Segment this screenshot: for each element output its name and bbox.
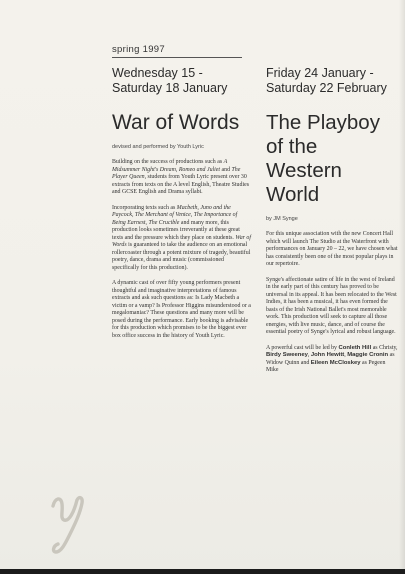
- text-run: ,: [344, 352, 348, 358]
- text-run: and many more, this production looks sometimes irreverantly at these great texts and the pressure which they place on students.: [112, 219, 240, 241]
- text-run: as Widow Quinn and: [266, 352, 395, 366]
- right-paragraph-3: [266, 345, 398, 375]
- page-edge-shadow: [399, 0, 405, 574]
- text-run: ,: [307, 352, 311, 358]
- right-dates: Friday 24 January - Saturday 22 February: [266, 66, 387, 95]
- left-dates: Wednesday 15 - Saturday 18 January: [112, 66, 228, 95]
- text-run: Synge's affectionate satire of life in the west of Ireland in the early part of this century has proved to be universal in its appeal. It has been relocated to the West Indies, it has been a musical, it has even formed the basis of the Irish National Ballet's most memorable work. This production will seek to capture all those energies, with live music, dance, and of course the essential poetry of Synge's lyrical and robust language.: [266, 276, 397, 335]
- text-run: A dynamic cast of over fifty young performers present thoughtful and imaginative interpretations of famous extracts and ask such questions as: Is Lady Macbeth a victim or a vamp? Is Professor Higgins misunderstood or a megalomaniac? These questions and many more will be posed during the performance. Early booking is advisable for this production which promises to be the biggest ever box office success in the history of Youth Lyric.: [112, 280, 251, 339]
- text-run: , students from Youth Lyric present over 30 extracts from texts on the A level English, Theatre Studies and GCSE English and Drama syllabi.: [112, 174, 249, 195]
- text-run: John Hewitt: [310, 352, 345, 358]
- text-run: is guaranteed to take the audience on an emotional rollercoaster through a potent mixture of tragedy, beautiful poetry, dance, drama and music (commissioned specifically for this production).: [112, 242, 251, 271]
- left-paragraph-2: [112, 205, 252, 273]
- season-divider: [112, 57, 242, 58]
- right-column-playboy: [266, 66, 398, 375]
- text-run: For this unique association with the new Concert Hall which will launch The Studio at the Waterfront with performances on January 20 – 22, we have chosen what has consistently been one of the most popular plays in our repertoire.: [266, 231, 398, 267]
- text-run: The Player Queen: [112, 166, 241, 180]
- text-run: and: [220, 166, 232, 173]
- left-column-war-of-words: [112, 66, 252, 340]
- right-paragraph-1: [266, 231, 398, 269]
- left-paragraph-1: [112, 159, 252, 197]
- text-run: Birdy Sweeney: [266, 352, 308, 358]
- text-run: Building on the success of productions such as: [112, 159, 224, 165]
- right-paragraph-2: [266, 277, 398, 337]
- text-run: Maggie Cronin: [347, 352, 389, 358]
- text-run: War of Words: [112, 234, 252, 248]
- right-title: The Playboy of the Western World: [266, 111, 380, 206]
- left-credit: devised and performed by Youth Lyric: [112, 144, 204, 150]
- text-run: Incorporating texts such as: [112, 204, 177, 211]
- text-run: A Midsummer Night's Dream, Romeo and Juliet: [112, 159, 228, 173]
- text-run: Eileen McCloskey: [310, 359, 361, 366]
- text-run: as Pegeen Mike: [266, 359, 386, 373]
- left-paragraph-3: [112, 280, 252, 340]
- text-run: as Christy,: [371, 344, 398, 351]
- text-run: Macbeth, Juno and the Paycock, The Merchant of Venice, The Importance of Being Earnest, The Crucible: [112, 204, 238, 226]
- right-credit: by JM Synge: [266, 216, 298, 222]
- season-label: spring 1997: [112, 44, 165, 55]
- youth-lyric-y-logo-icon: [50, 492, 86, 556]
- text-run: Conleth Hill: [338, 344, 372, 351]
- page-bottom-edge: [0, 569, 405, 574]
- left-title: War of Words: [112, 111, 240, 134]
- text-run: A powerful cast will be led by: [266, 344, 339, 351]
